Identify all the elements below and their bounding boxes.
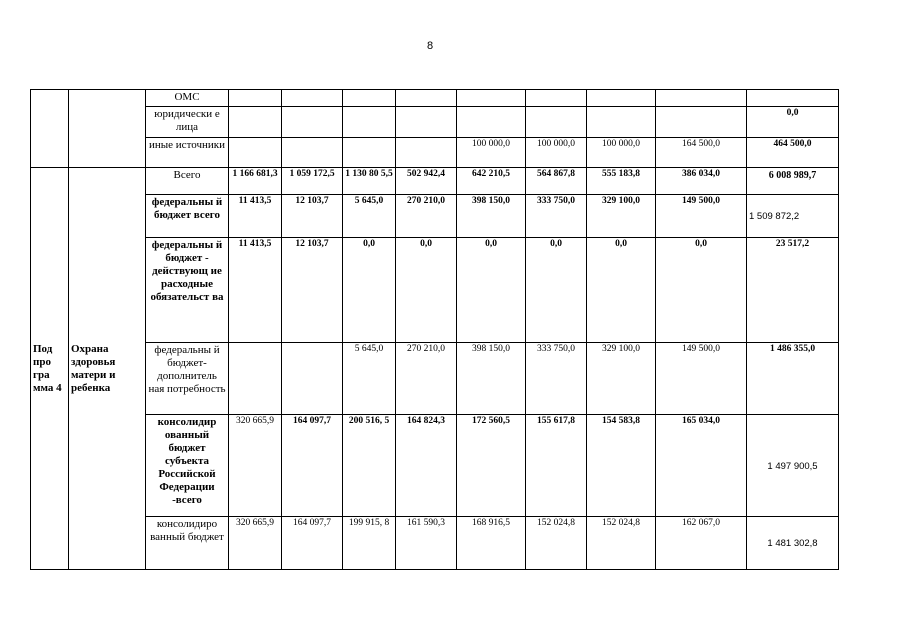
value-cell: 161 590,3	[396, 517, 457, 570]
total-cell: 23 517,2	[747, 238, 839, 343]
value-cell	[282, 343, 343, 415]
value-cell: 149 500,0	[656, 195, 747, 238]
table-row	[31, 195, 839, 238]
value-cell	[457, 107, 526, 138]
table-row	[31, 238, 839, 343]
value-cell: 555 183,8	[587, 168, 656, 195]
value-cell	[587, 90, 656, 107]
total-cell: 1 497 900,5	[747, 415, 839, 517]
value-cell: 164 824,3	[396, 415, 457, 517]
value-cell: 100 000,0	[587, 138, 656, 168]
value-cell: 270 210,0	[396, 195, 457, 238]
value-cell: 152 024,8	[526, 517, 587, 570]
value-cell: 1 166 681,3	[229, 168, 282, 195]
value-cell: 0,0	[656, 238, 747, 343]
row-label: консолидир ованный бюджет субъекта Российской Федерации -всего	[146, 415, 229, 517]
value-cell: 333 750,0	[526, 195, 587, 238]
value-cell: 200 516, 5	[343, 415, 396, 517]
value-cell	[656, 107, 747, 138]
value-cell: 0,0	[587, 238, 656, 343]
value-cell	[587, 107, 656, 138]
value-cell	[282, 107, 343, 138]
value-cell: 386 034,0	[656, 168, 747, 195]
row-label: федеральны й бюджет - действующ ие расходные обязательст ва	[146, 238, 229, 343]
value-cell: 0,0	[457, 238, 526, 343]
value-cell	[396, 90, 457, 107]
table-row	[31, 168, 839, 195]
row-label: иные источники	[146, 138, 229, 168]
value-cell: 164 500,0	[656, 138, 747, 168]
value-cell: 398 150,0	[457, 343, 526, 415]
value-cell: 11 413,5	[229, 195, 282, 238]
value-cell: 398 150,0	[457, 195, 526, 238]
table-row	[31, 90, 839, 107]
value-cell	[282, 90, 343, 107]
value-cell: 502 942,4	[396, 168, 457, 195]
total-cell: 0,0	[747, 107, 839, 138]
table-row	[31, 138, 839, 168]
value-cell: 100 000,0	[526, 138, 587, 168]
value-cell: 642 210,5	[457, 168, 526, 195]
row-label: федеральны й бюджет-дополнитель ная потребность	[146, 343, 229, 415]
value-cell: 172 560,5	[457, 415, 526, 517]
page-number: 8	[426, 40, 434, 52]
row-label: федеральны й бюджет всего	[146, 195, 229, 238]
value-cell: 0,0	[396, 238, 457, 343]
value-cell: 164 097,7	[282, 415, 343, 517]
value-cell: 149 500,0	[656, 343, 747, 415]
value-cell: 5 645,0	[343, 195, 396, 238]
value-cell	[396, 107, 457, 138]
total-cell: 464 500,0	[747, 138, 839, 168]
value-cell	[656, 90, 747, 107]
table-row	[31, 517, 839, 570]
value-cell: 329 100,0	[587, 343, 656, 415]
value-cell: 1 130 80 5,5	[343, 168, 396, 195]
value-cell	[229, 90, 282, 107]
value-cell: 100 000,0	[457, 138, 526, 168]
value-cell: 0,0	[343, 238, 396, 343]
value-cell: 0,0	[526, 238, 587, 343]
row-label: юридически е лица	[146, 107, 229, 138]
value-cell: 162 067,0	[656, 517, 747, 570]
total-cell: 1 486 355,0	[747, 343, 839, 415]
table-row	[31, 415, 839, 517]
table-row	[31, 343, 839, 415]
subprogram-name: Охрана здоровья матери и ребенка	[69, 168, 146, 570]
value-cell	[229, 107, 282, 138]
value-cell: 155 617,8	[526, 415, 587, 517]
subprogram-code: Под про гра мма 4	[31, 168, 69, 570]
value-cell	[343, 138, 396, 168]
value-cell	[457, 90, 526, 107]
value-cell: 12 103,7	[282, 238, 343, 343]
value-cell: 1 059 172,5	[282, 168, 343, 195]
row-label: консолидиро ванный бюджет	[146, 517, 229, 570]
value-cell: 270 210,0	[396, 343, 457, 415]
value-cell: 5 645,0	[343, 343, 396, 415]
value-cell: 165 034,0	[656, 415, 747, 517]
value-cell	[396, 138, 457, 168]
value-cell: 12 103,7	[282, 195, 343, 238]
row-label: Всего	[146, 168, 229, 195]
empty-cell	[69, 90, 146, 168]
value-cell	[229, 138, 282, 168]
value-cell: 329 100,0	[587, 195, 656, 238]
value-cell	[343, 107, 396, 138]
value-cell: 199 915, 8	[343, 517, 396, 570]
value-cell	[343, 90, 396, 107]
budget-table	[30, 89, 839, 570]
value-cell	[526, 90, 587, 107]
row-label: ОМС	[146, 90, 229, 107]
total-cell: 1 481 302,8	[747, 517, 839, 570]
value-cell: 152 024,8	[587, 517, 656, 570]
table-row	[31, 107, 839, 138]
value-cell	[229, 343, 282, 415]
total-cell: 1 509 872,2	[747, 195, 839, 238]
total-cell: 6 008 989,7	[747, 168, 839, 195]
value-cell: 320 665,9	[229, 517, 282, 570]
value-cell: 333 750,0	[526, 343, 587, 415]
value-cell: 154 583,8	[587, 415, 656, 517]
value-cell: 168 916,5	[457, 517, 526, 570]
value-cell: 164 097,7	[282, 517, 343, 570]
value-cell	[282, 138, 343, 168]
value-cell	[526, 107, 587, 138]
total-cell	[747, 90, 839, 107]
value-cell: 564 867,8	[526, 168, 587, 195]
value-cell: 11 413,5	[229, 238, 282, 343]
empty-cell	[31, 90, 69, 168]
value-cell: 320 665,9	[229, 415, 282, 517]
